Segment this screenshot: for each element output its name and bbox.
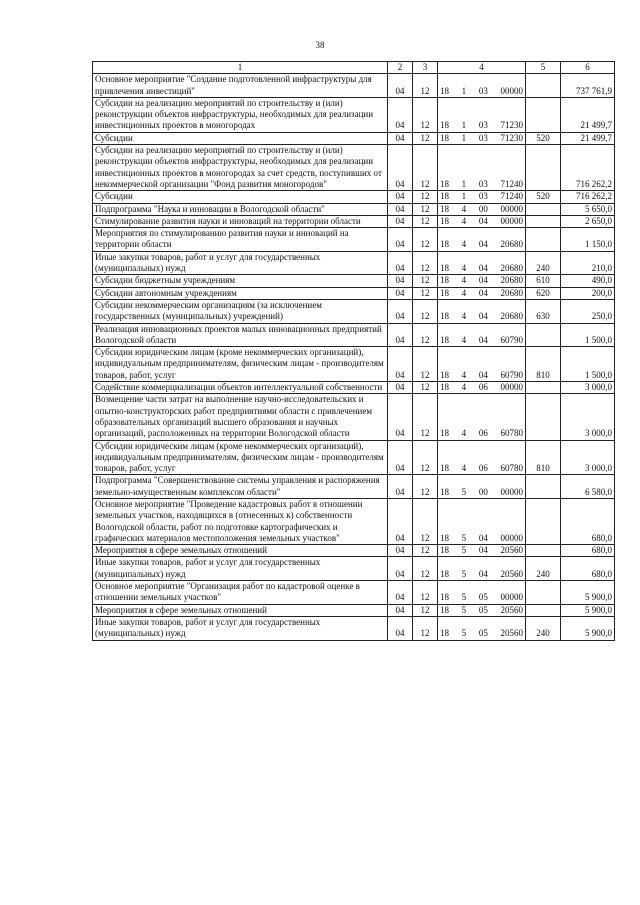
row-sum: 1 500,0 — [561, 323, 615, 347]
csr-part: 5 — [461, 592, 467, 603]
table-row — [93, 287, 615, 299]
csr-part: 18 — [440, 178, 449, 189]
csr-part: 18 — [440, 334, 449, 345]
row-rz: 04 — [388, 557, 413, 581]
csr-part: 5 — [461, 604, 467, 615]
row-vr: 240 — [526, 616, 561, 640]
table-row — [93, 581, 615, 605]
csr-code — [440, 275, 523, 286]
csr-part: 71240 — [500, 178, 523, 189]
row-pr: 12 — [413, 97, 438, 132]
csr-part: 1 — [461, 178, 467, 189]
table-row — [93, 299, 615, 323]
row-sum: 21 499,7 — [561, 132, 615, 144]
row-csr — [438, 498, 526, 544]
csr-part: 60780 — [500, 428, 523, 439]
csr-part: 18 — [440, 203, 449, 214]
row-vr — [526, 382, 561, 394]
csr-part: 18 — [440, 486, 449, 497]
csr-part: 18 — [440, 592, 449, 603]
csr-part: 18 — [440, 132, 449, 143]
csr-part: 03 — [478, 191, 488, 202]
row-pr: 12 — [413, 287, 438, 299]
row-pr: 12 — [413, 604, 438, 616]
csr-part: 00 — [478, 486, 488, 497]
csr-code — [440, 216, 523, 227]
csr-part: 18 — [440, 215, 449, 226]
csr-code — [440, 592, 523, 603]
csr-part: 04 — [478, 263, 488, 274]
row-rz: 04 — [388, 97, 413, 132]
csr-part: 18 — [440, 311, 449, 322]
row-name: Мероприятия по стимулированию развития науки и инноваций на территории области — [93, 228, 388, 252]
row-pr: 12 — [413, 581, 438, 605]
row-csr — [438, 581, 526, 605]
row-vr — [526, 228, 561, 252]
csr-part: 05 — [478, 592, 488, 603]
csr-part: 4 — [461, 428, 467, 439]
csr-part: 20560 — [500, 628, 523, 639]
row-name: Мероприятия в сфере земельных отношений — [93, 545, 388, 557]
row-name: Субсидии на реализацию мероприятий по строительству и (или) реконструкции объектов инфраструктуры, необходимых для реализации инвестиционных проектов в моногородах — [93, 97, 388, 132]
csr-part: 71230 — [500, 120, 523, 131]
csr-code — [440, 191, 523, 202]
row-sum: 3 000,0 — [561, 394, 615, 440]
csr-part: 18 — [440, 463, 449, 474]
csr-part: 00000 — [500, 203, 523, 214]
row-name: Субсидии — [93, 191, 388, 203]
row-sum: 6 580,0 — [561, 475, 615, 499]
col-header-vr: 5 — [526, 62, 561, 74]
row-sum: 680,0 — [561, 545, 615, 557]
csr-part: 00000 — [500, 85, 523, 96]
csr-part: 04 — [478, 275, 488, 286]
row-rz: 04 — [388, 498, 413, 544]
csr-part: 04 — [478, 532, 488, 543]
row-rz: 04 — [388, 545, 413, 557]
row-csr — [438, 347, 526, 382]
csr-part: 71240 — [500, 191, 523, 202]
row-pr: 12 — [413, 132, 438, 144]
csr-part: 18 — [440, 545, 449, 556]
csr-part: 5 — [461, 568, 467, 579]
row-sum: 2 650,0 — [561, 215, 615, 227]
row-rz: 04 — [388, 581, 413, 605]
row-vr — [526, 74, 561, 98]
row-sum: 21 499,7 — [561, 97, 615, 132]
row-csr — [438, 97, 526, 132]
row-vr: 620 — [526, 287, 561, 299]
row-vr: 810 — [526, 440, 561, 475]
row-rz: 04 — [388, 604, 413, 616]
csr-part: 4 — [461, 311, 467, 322]
table-row — [93, 251, 615, 275]
csr-part: 60780 — [500, 463, 523, 474]
row-sum: 490,0 — [561, 275, 615, 287]
table-row — [93, 475, 615, 499]
col-header-name: 1 — [93, 62, 388, 74]
row-pr: 12 — [413, 191, 438, 203]
csr-part: 1 — [461, 132, 467, 143]
row-sum: 1 150,0 — [561, 228, 615, 252]
row-vr: 240 — [526, 251, 561, 275]
row-name: Реализация инновационных проектов малых инновационных предприятий Вологодской области — [93, 323, 388, 347]
row-sum: 680,0 — [561, 498, 615, 544]
row-sum: 200,0 — [561, 287, 615, 299]
row-pr: 12 — [413, 323, 438, 347]
row-pr: 12 — [413, 145, 438, 191]
row-pr: 12 — [413, 203, 438, 215]
row-rz: 04 — [388, 251, 413, 275]
row-vr — [526, 604, 561, 616]
csr-part: 4 — [461, 369, 467, 380]
csr-code — [440, 533, 523, 544]
csr-part: 18 — [440, 532, 449, 543]
row-name: Субсидии юридическим лицам (кроме некоммерческих организаций), индивидуальным предпринимателям, физическим лицам - производителям товаров, работ, услуг — [93, 347, 388, 382]
page-number: 38 — [315, 40, 325, 50]
csr-part: 4 — [461, 263, 467, 274]
csr-part: 20680 — [500, 275, 523, 286]
csr-part: 4 — [461, 382, 467, 393]
csr-code — [440, 204, 523, 215]
row-pr: 12 — [413, 475, 438, 499]
row-name: Стимулирование развития науки и инноваций на территории области — [93, 215, 388, 227]
csr-part: 03 — [478, 178, 488, 189]
col-header-pr: 3 — [413, 62, 438, 74]
row-csr — [438, 604, 526, 616]
row-rz: 04 — [388, 382, 413, 394]
row-vr — [526, 394, 561, 440]
table-row — [93, 323, 615, 347]
row-pr: 12 — [413, 228, 438, 252]
row-name: Субсидии некоммерческим организациям (за исключением государственных (муниципальных) учреждений) — [93, 299, 388, 323]
row-csr — [438, 275, 526, 287]
csr-part: 4 — [461, 203, 467, 214]
csr-part: 5 — [461, 532, 467, 543]
row-csr — [438, 299, 526, 323]
csr-part: 5 — [461, 545, 467, 556]
row-rz: 04 — [388, 145, 413, 191]
row-name: Подпрограмма "Совершенствование системы управления и распоряжения земельно-имущественным комплексом области" — [93, 475, 388, 499]
row-rz: 04 — [388, 132, 413, 144]
csr-part: 18 — [440, 628, 449, 639]
row-sum: 716 262,2 — [561, 145, 615, 191]
row-vr: 810 — [526, 347, 561, 382]
row-pr: 12 — [413, 382, 438, 394]
csr-code — [440, 370, 523, 381]
csr-part: 20680 — [500, 287, 523, 298]
row-vr: 520 — [526, 132, 561, 144]
csr-part: 00000 — [500, 382, 523, 393]
csr-code — [440, 311, 523, 322]
table-row — [93, 557, 615, 581]
col-header-csr: 4 — [438, 62, 526, 74]
csr-part: 03 — [478, 132, 488, 143]
csr-part: 18 — [440, 120, 449, 131]
row-csr — [438, 394, 526, 440]
row-vr — [526, 545, 561, 557]
csr-code — [440, 463, 523, 474]
row-rz: 04 — [388, 203, 413, 215]
row-vr — [526, 97, 561, 132]
csr-code — [440, 628, 523, 639]
csr-part: 4 — [461, 334, 467, 345]
row-name: Мероприятия в сфере земельных отношений — [93, 604, 388, 616]
row-sum: 5 900,0 — [561, 616, 615, 640]
row-pr: 12 — [413, 394, 438, 440]
csr-part: 05 — [478, 628, 488, 639]
csr-part: 71230 — [500, 132, 523, 143]
row-vr: 520 — [526, 191, 561, 203]
csr-part: 18 — [440, 85, 449, 96]
csr-part: 18 — [440, 604, 449, 615]
csr-part: 20560 — [500, 604, 523, 615]
csr-part: 00000 — [500, 215, 523, 226]
csr-part: 04 — [478, 239, 488, 250]
csr-code — [440, 288, 523, 299]
row-pr: 12 — [413, 299, 438, 323]
csr-part: 60790 — [500, 369, 523, 380]
row-rz: 04 — [388, 475, 413, 499]
csr-part: 4 — [461, 463, 467, 474]
table-row — [93, 145, 615, 191]
row-vr — [526, 323, 561, 347]
csr-part: 06 — [478, 382, 488, 393]
row-pr: 12 — [413, 557, 438, 581]
row-csr — [438, 323, 526, 347]
row-csr — [438, 191, 526, 203]
row-csr — [438, 215, 526, 227]
row-vr — [526, 203, 561, 215]
col-header-rz: 2 — [388, 62, 413, 74]
table-body — [93, 74, 615, 640]
row-csr — [438, 440, 526, 475]
csr-code — [440, 545, 523, 556]
row-csr — [438, 251, 526, 275]
row-sum: 737 761,9 — [561, 74, 615, 98]
csr-part: 5 — [461, 486, 467, 497]
row-sum: 716 262,2 — [561, 191, 615, 203]
csr-part: 18 — [440, 382, 449, 393]
row-vr — [526, 581, 561, 605]
table-row — [93, 545, 615, 557]
row-pr: 12 — [413, 74, 438, 98]
row-sum: 3 000,0 — [561, 382, 615, 394]
row-name: Основное мероприятие "Проведение кадастровых работ в отношении земельных участков, находящихся в (отнесенных к) собственности Вологодской области, работ по подготовке картографических и графических материалов местоположения земельных участков" — [93, 498, 388, 544]
budget-table — [92, 61, 615, 641]
csr-code — [440, 120, 523, 131]
row-rz: 04 — [388, 616, 413, 640]
row-pr: 12 — [413, 251, 438, 275]
csr-part: 00 — [478, 203, 488, 214]
table-row — [93, 132, 615, 144]
row-vr — [526, 498, 561, 544]
csr-part: 18 — [440, 263, 449, 274]
csr-part: 04 — [478, 311, 488, 322]
csr-code — [440, 382, 523, 393]
csr-code — [440, 239, 523, 250]
csr-part: 04 — [478, 287, 488, 298]
table-row — [93, 604, 615, 616]
csr-part: 4 — [461, 215, 467, 226]
csr-code — [440, 487, 523, 498]
row-rz: 04 — [388, 275, 413, 287]
row-name: Субсидии на реализацию мероприятий по строительству и (или) реконструкции объектов инфраструктуры, необходимых для реализации инвестиционных проектов в моногородах за счет средств, поступивших от некоммерческой организации "Фонд развития моногородов" — [93, 145, 388, 191]
csr-code — [440, 428, 523, 439]
row-rz: 04 — [388, 347, 413, 382]
row-csr — [438, 475, 526, 499]
table-row — [93, 97, 615, 132]
row-csr — [438, 145, 526, 191]
csr-code — [440, 263, 523, 274]
col-header-sum: 6 — [561, 62, 615, 74]
row-sum: 680,0 — [561, 557, 615, 581]
csr-code — [440, 335, 523, 346]
row-rz: 04 — [388, 299, 413, 323]
row-name: Подпрограмма "Наука и инновации в Вологодской области" — [93, 203, 388, 215]
row-rz: 04 — [388, 287, 413, 299]
csr-code — [440, 133, 523, 144]
csr-part: 04 — [478, 334, 488, 345]
csr-part: 18 — [440, 369, 449, 380]
row-pr: 12 — [413, 275, 438, 287]
row-sum: 5 650,0 — [561, 203, 615, 215]
csr-part: 5 — [461, 628, 467, 639]
row-sum: 3 000,0 — [561, 440, 615, 475]
table-row — [93, 347, 615, 382]
csr-part: 00000 — [500, 592, 523, 603]
row-rz: 04 — [388, 191, 413, 203]
row-csr — [438, 545, 526, 557]
row-pr: 12 — [413, 440, 438, 475]
row-name: Возмещение части затрат на выполнение научно-исследовательских и опытно-конструкторских работ предприятиями области с привлечением образовательных организаций высшего образования и научных организаций, расположенных на территории Вологодской области — [93, 394, 388, 440]
csr-part: 18 — [440, 428, 449, 439]
row-csr — [438, 557, 526, 581]
csr-part: 20680 — [500, 263, 523, 274]
csr-part: 1 — [461, 191, 467, 202]
csr-part: 06 — [478, 463, 488, 474]
csr-part: 00000 — [500, 486, 523, 497]
row-pr: 12 — [413, 215, 438, 227]
row-csr — [438, 287, 526, 299]
row-vr: 240 — [526, 557, 561, 581]
row-rz: 04 — [388, 394, 413, 440]
row-sum: 1 500,0 — [561, 347, 615, 382]
row-vr — [526, 145, 561, 191]
row-csr — [438, 132, 526, 144]
csr-part: 06 — [478, 428, 488, 439]
row-vr: 630 — [526, 299, 561, 323]
csr-part: 04 — [478, 568, 488, 579]
row-vr — [526, 475, 561, 499]
table-row — [93, 616, 615, 640]
csr-code — [440, 605, 523, 616]
csr-part: 20680 — [500, 311, 523, 322]
table-header-row — [93, 62, 615, 74]
row-pr: 12 — [413, 616, 438, 640]
row-sum: 210,0 — [561, 251, 615, 275]
row-name: Субсидии автономным учреждениям — [93, 287, 388, 299]
csr-code — [440, 86, 523, 97]
row-csr — [438, 228, 526, 252]
table-row — [93, 382, 615, 394]
csr-part: 03 — [478, 85, 488, 96]
row-name: Субсидии юридическим лицам (кроме некоммерческих организаций), индивидуальным предпринимателям, физическим лицам - производителям товаров, работ, услуг — [93, 440, 388, 475]
csr-part: 18 — [440, 568, 449, 579]
csr-part: 00000 — [500, 532, 523, 543]
table-row — [93, 191, 615, 203]
row-vr — [526, 215, 561, 227]
row-vr: 610 — [526, 275, 561, 287]
csr-part: 03 — [478, 120, 488, 131]
row-rz: 04 — [388, 440, 413, 475]
row-name: Субсидии — [93, 132, 388, 144]
csr-part: 18 — [440, 239, 449, 250]
row-name: Основное мероприятие "Организация работ по кадастровой оценке в отношении земельных участков" — [93, 581, 388, 605]
csr-part: 4 — [461, 275, 467, 286]
row-pr: 12 — [413, 347, 438, 382]
row-name: Иные закупки товаров, работ и услуг для государственных (муниципальных) нужд — [93, 616, 388, 640]
row-rz: 04 — [388, 323, 413, 347]
table-row — [93, 203, 615, 215]
row-name: Основное мероприятие "Создание подготовленной инфраструктуры для привлечения инвестиций" — [93, 74, 388, 98]
table-row — [93, 498, 615, 544]
row-csr — [438, 382, 526, 394]
csr-part: 4 — [461, 239, 467, 250]
csr-part: 4 — [461, 287, 467, 298]
table-row — [93, 275, 615, 287]
csr-part: 1 — [461, 85, 467, 96]
csr-code — [440, 179, 523, 190]
row-rz: 04 — [388, 228, 413, 252]
row-sum: 5 900,0 — [561, 604, 615, 616]
table-row — [93, 215, 615, 227]
csr-part: 18 — [440, 191, 449, 202]
row-pr: 12 — [413, 545, 438, 557]
csr-part: 04 — [478, 215, 488, 226]
table-row — [93, 74, 615, 98]
row-pr: 12 — [413, 498, 438, 544]
csr-part: 1 — [461, 120, 467, 131]
row-csr — [438, 74, 526, 98]
row-rz: 04 — [388, 215, 413, 227]
row-sum: 250,0 — [561, 299, 615, 323]
csr-part: 20560 — [500, 568, 523, 579]
row-name: Иные закупки товаров, работ и услуг для государственных (муниципальных) нужд — [93, 557, 388, 581]
row-sum: 5 900,0 — [561, 581, 615, 605]
row-name: Содействие коммерциализации объектов интеллектуальной собственности — [93, 382, 388, 394]
csr-part: 18 — [440, 287, 449, 298]
csr-part: 60790 — [500, 334, 523, 345]
row-name: Субсидии бюджетным учреждениям — [93, 275, 388, 287]
csr-part: 04 — [478, 369, 488, 380]
table-row — [93, 440, 615, 475]
table-row — [93, 228, 615, 252]
csr-code — [440, 569, 523, 580]
row-csr — [438, 616, 526, 640]
row-name: Иные закупки товаров, работ и услуг для государственных (муниципальных) нужд — [93, 251, 388, 275]
csr-part: 20680 — [500, 239, 523, 250]
csr-part: 04 — [478, 545, 488, 556]
table-row — [93, 394, 615, 440]
csr-part: 20560 — [500, 545, 523, 556]
row-csr — [438, 203, 526, 215]
csr-part: 05 — [478, 604, 488, 615]
row-rz: 04 — [388, 74, 413, 98]
csr-part: 18 — [440, 275, 449, 286]
